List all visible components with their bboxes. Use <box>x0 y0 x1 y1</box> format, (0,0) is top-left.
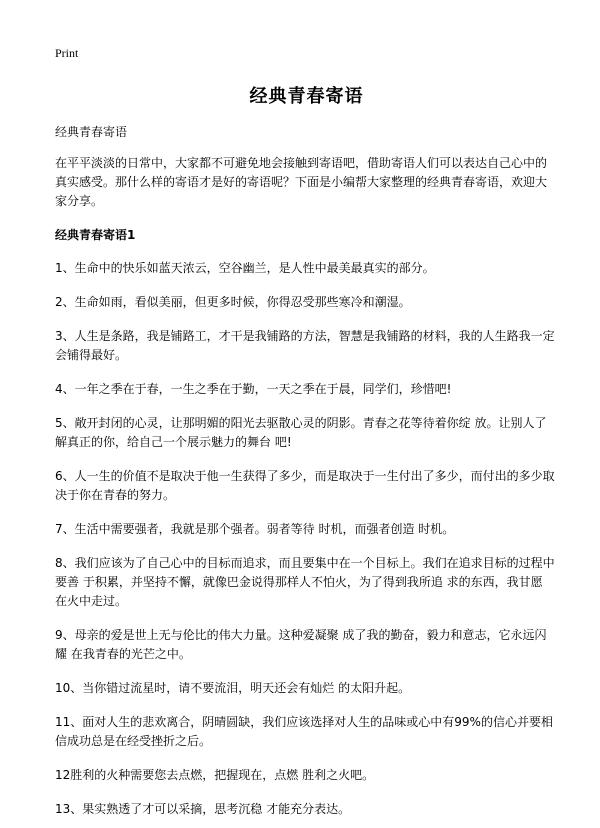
quote-item: 6、人一生的价值不是取决于他一生获得了多少，而是取决于一生付出了多少，而付出的多少取决于你在青春的努力。 <box>55 469 555 502</box>
intro-paragraph: 在平平淡淡的日常中，大家都不可避免地会接触到寄语吧，借助寄语人们可以表达自己心中的真实感受。那什么样的寄语才是好的寄语呢？下面是小编帮大家整理的经典青春寄语，欢迎大家分享。 <box>55 156 548 208</box>
quote-item: 7、生活中需要强者，我就是那个强者。弱者等待 时机，而强者创造 时机。 <box>55 522 455 536</box>
quote-item: 10、当你错过流星时，请不要流泪，明天还会有灿烂 的太阳升起。 <box>55 681 411 695</box>
quote-item: 1、生命中的快乐如蓝天浓云，空谷幽兰，是人性中最美最真实的部分。 <box>55 261 435 275</box>
quote-list <box>55 259 558 819</box>
quote-item: 3、人生是条路，我是铺路工，才干是我铺路的方法，智慧是我铺路的材料，我的人生路我一定会铺得最好。 <box>55 329 555 362</box>
quote-item: 5、敞开封闭的心灵，让那明媚的阳光去驱散心灵的阴影。青春之花等待着你绽 放。让别人了解真正的你，给自己一个展示魅力的舞台 吧! <box>55 416 547 449</box>
print-link[interactable]: Print <box>55 46 79 60</box>
quote-item: 13、果实熟透了才可以采摘，思考沉稳 才能充分表达。 <box>55 802 351 816</box>
page-title: 经典青春寄语 <box>249 86 364 107</box>
section-heading: 经典青春寄语1 <box>55 228 136 242</box>
quote-item: 8、我们应该为了自己心中的目标而追求，而且要集中在一个目标上。我们在追求目标的过程中要善 于积累，并坚持不懈，就像巴金说得那样人不怕火，为了得到我所追 求的东西，我甘愿 在火中走过。 <box>55 556 555 608</box>
subtitle: 经典青春寄语 <box>55 125 128 139</box>
quote-item: 2、生命如雨，看似美丽，但更多时候，你得忍受那些寒冷和潮湿。 <box>55 295 411 309</box>
quote-item: 4、一年之季在于春，一生之季在于勤，一天之季在于晨，同学们，珍惜吧! <box>55 382 452 396</box>
quote-item: 11、面对人生的悲欢离合，阴晴圆缺，我们应该选择对人生的品味或心中有99%的信心并要相信成功总是在经受挫折之后。 <box>55 715 553 748</box>
quote-item: 9、母亲的爱是世上无与伦比的伟大力量。这种爱凝聚 成了我的勤奋，毅力和意志，它永远闪耀 在我青春的光芒之中。 <box>55 628 547 661</box>
quote-item: 12胜利的火种需要您去点燃，把握现在，点燃 胜利之火吧。 <box>55 768 375 782</box>
